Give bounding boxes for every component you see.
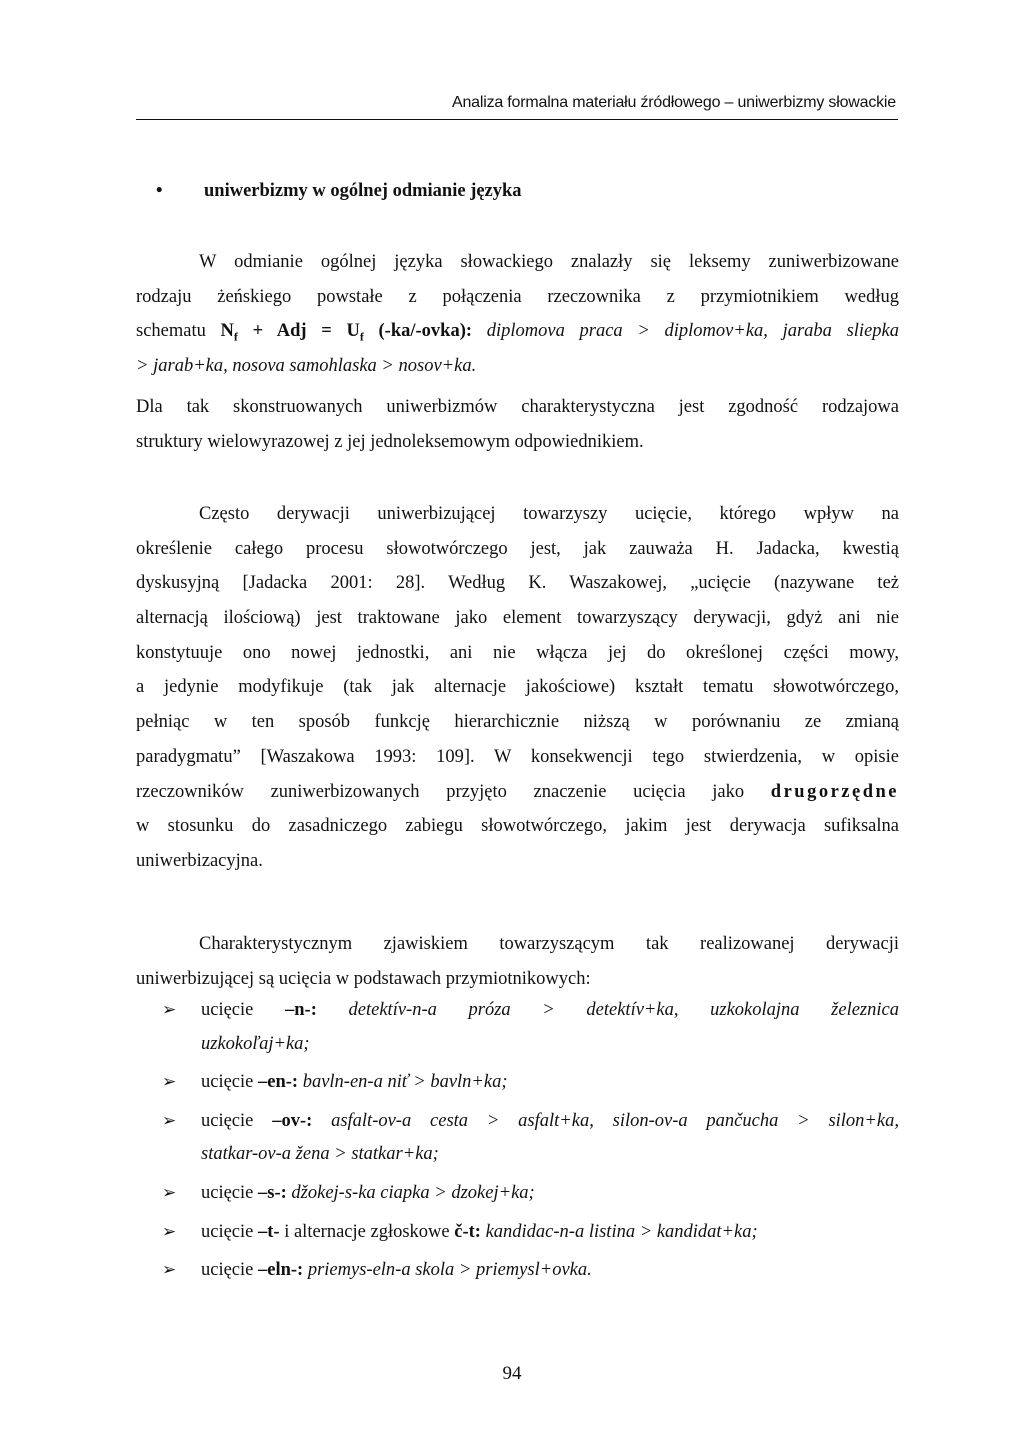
- list-item: [162, 1072, 899, 1106]
- text-line: ucięcie –n-: detektív-n-a próza > detektív+ka, uzkokolajna železnica: [201, 1000, 899, 1020]
- page-number: 94: [502, 1363, 522, 1384]
- emphasis: drugorzędne: [770, 781, 899, 802]
- list-item: [162, 1111, 899, 1178]
- list-item: [162, 1222, 899, 1256]
- text-line: rzeczowników zuniwerbizowanych przyjęto znaczenie ucięcia jako drugorzędne: [136, 781, 899, 802]
- text-line: określenie całego procesu słowotwórczego jest, jak zauważa H. Jadacka, kwestią: [136, 538, 899, 559]
- bullet-icon: •: [156, 181, 163, 201]
- running-header: Analiza formalna materiału źródłowego – uniwerbizmy słowackie: [451, 94, 896, 111]
- list-item: [162, 1000, 899, 1067]
- paragraph-4: [136, 927, 899, 996]
- text-line: schematu $N_f$ + Adj = $U_f$ (-ka/-ovka): diplomova praca > diplomov+ka, jaraba sliepka: [136, 321, 899, 345]
- text-line: uniwerbizującej są ucięcia w podstawach przymiotnikowych:: [136, 968, 591, 989]
- text-line: paradygmatu” [Waszakowa 1993: 109]. W konsekwencji tego stwierdzenia, w opisie: [136, 746, 899, 767]
- header-rule: [136, 119, 898, 120]
- text-line: uzkokoľaj+ka;: [201, 1033, 310, 1054]
- text-line: struktury wielowyrazowej z jej jednoleksemowym odpowiednikiem.: [136, 431, 644, 452]
- truncation-list: [162, 1000, 899, 1294]
- text-line: ucięcie –eln-: priemys-eln-a skola > priemysl+ovka.: [201, 1260, 592, 1281]
- arrow-bullet-icon: ➢: [162, 1110, 177, 1130]
- text-line: uniwerbizacyjna.: [136, 850, 263, 871]
- section-heading-text: uniwerbizmy w ogólnej odmianie języka: [204, 181, 522, 201]
- arrow-bullet-icon: ➢: [162, 1260, 177, 1280]
- text-line: statkar-ov-a žena > statkar+ka;: [201, 1144, 439, 1165]
- text-line: a jedynie modyfikuje (tak jak alternacje jakościowe) kształt tematu słowotwórczego,: [136, 677, 899, 698]
- arrow-bullet-icon: ➢: [162, 1221, 177, 1241]
- list-item: [162, 1260, 899, 1294]
- paragraph-3: [136, 497, 899, 879]
- text-line: ucięcie –ov-: asfalt-ov-a cesta > asfalt+ka, silon-ov-a pančucha > silon+ka,: [201, 1110, 899, 1131]
- arrow-bullet-icon: ➢: [162, 1000, 177, 1019]
- text-line: ucięcie –en-: bavln-en-a niť > bavln+ka;: [201, 1072, 508, 1093]
- text-line: dyskusyjną [Jadacka 2001: 28]. Według K. Waszakowej, „ucięcie (nazywane też: [136, 573, 899, 594]
- text-line: Charakterystycznym zjawiskiem towarzyszącym tak realizowanej derywacji: [199, 934, 899, 954]
- text-line: rodzaju żeńskiego powstałe z połączenia rzeczownika z przymiotnikiem według: [136, 286, 899, 307]
- paragraph-2: [136, 390, 899, 459]
- text-line: konstytuuje ono nowej jednostki, ani nie włącza jej do określonej części mowy,: [136, 642, 899, 663]
- text-line: ucięcie –t- i alternacje zgłoskowe č-t: kandidac-n-a listina > kandidat+ka;: [201, 1221, 758, 1242]
- text-line: pełniąc w ten sposób funkcję hierarchicznie niższą w porównaniu ze zmianą: [136, 712, 899, 733]
- list-item: [162, 1183, 899, 1217]
- text-line: ucięcie –s-: džokej-s-ka ciapka > dzokej+ka;: [201, 1182, 535, 1203]
- paragraph-1: [136, 245, 899, 384]
- text-line: Dla tak skonstruowanych uniwerbizmów charakterystyczna jest zgodność rodzajowa: [136, 397, 899, 417]
- text-line: Często derywacji uniwerbizującej towarzyszy ucięcie, którego wpływ na: [199, 504, 899, 524]
- text-line: w stosunku do zasadniczego zabiegu słowotwórczego, jakim jest derywacja sufiksalna: [136, 816, 899, 837]
- arrow-bullet-icon: ➢: [162, 1182, 177, 1202]
- arrow-bullet-icon: ➢: [162, 1072, 177, 1092]
- text-line: alternacją ilościową) jest traktowane jako element towarzyszący derywacji, gdyż ani nie: [136, 608, 899, 629]
- text-line: > jarab+ka, nosova samohlaska > nosov+ka.: [136, 356, 477, 377]
- text-line: W odmianie ogólnej języka słowackiego znalazły się leksemy zuniwerbizowane: [199, 252, 899, 272]
- formula: $N_f$ + Adj = $U_f$ (-ka/-ovka):: [220, 321, 473, 345]
